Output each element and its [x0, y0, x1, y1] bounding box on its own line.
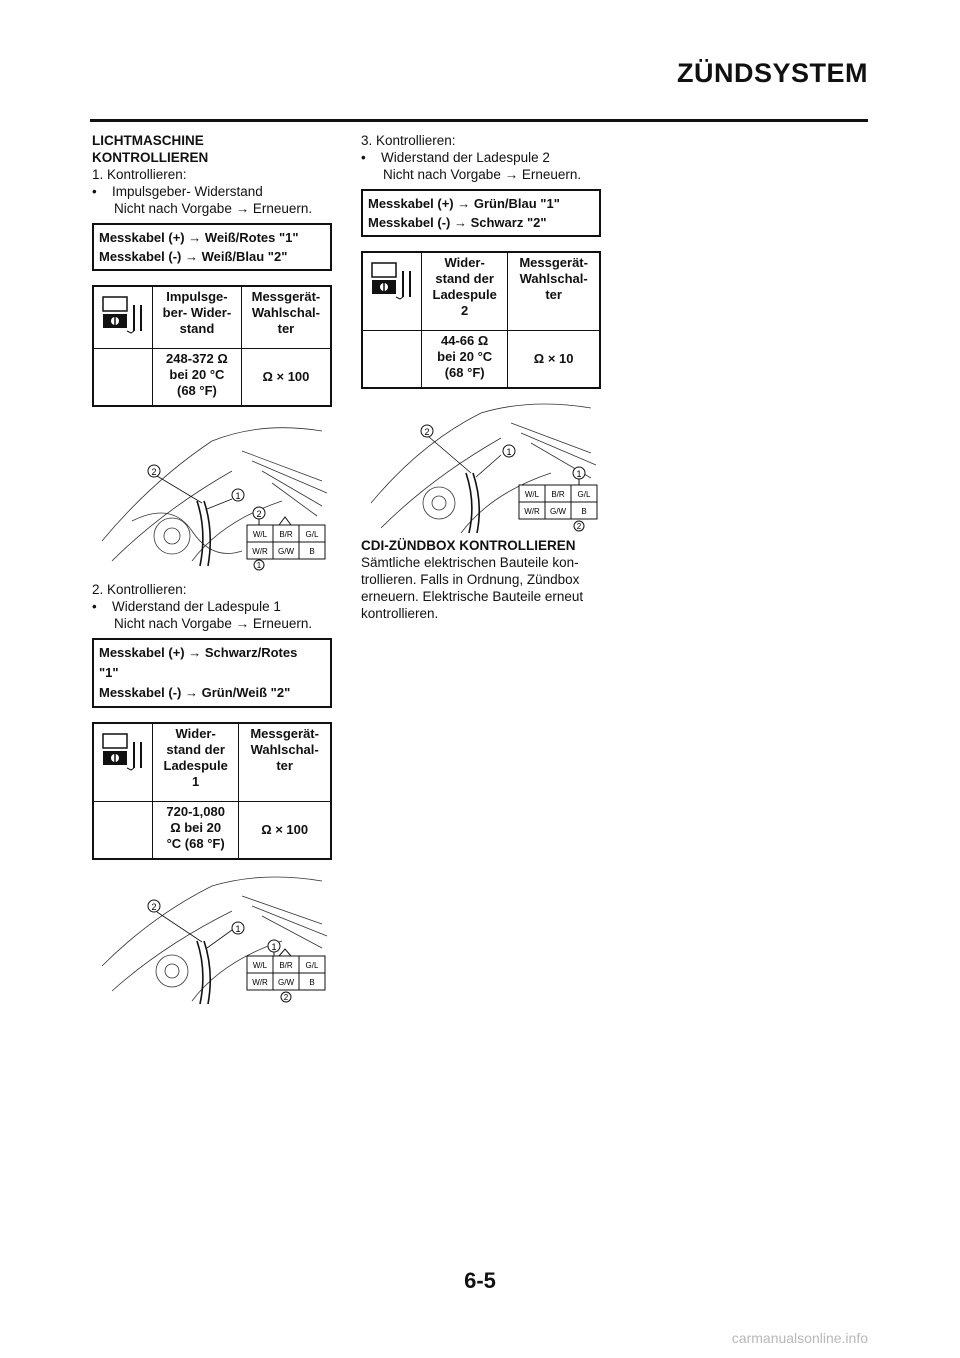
probe-plus-line: Messkabel (+) → Grün/Blau "1" — [368, 196, 560, 211]
callout-2: 2 — [151, 467, 157, 477]
multimeter-icon — [370, 261, 414, 301]
table-header-resistance: Wider- stand der Ladespule 2 — [422, 252, 508, 330]
cdi-section-title: CDI-ZÜNDBOX KONTROLLIEREN — [361, 538, 576, 553]
callout-2: 2 — [151, 902, 157, 912]
callout-1: 1 — [235, 491, 241, 501]
cdi-body-text: Sämtliche elektrischen Bauteile kon- trollieren. Falls in Ordnung, Zündbox erneuern. Elektrische Bauteile erneut kontrollieren. — [361, 555, 584, 621]
table-header-selector: Messgerät- Wahlschal- ter — [508, 252, 600, 330]
step-2-note: Nicht nach Vorgabe → Erneuern. — [114, 616, 313, 631]
probe-spec-box-2 — [92, 638, 332, 708]
table-header-selector: Messgerät- Wahlschal- ter — [241, 286, 331, 348]
header-rule — [90, 119, 868, 122]
multimeter-icon-cell — [93, 286, 153, 348]
multimeter-icon-cell — [93, 723, 153, 801]
step-2-label: 2. Kontrollieren: — [92, 582, 187, 597]
connector-pinout-1 — [247, 507, 325, 570]
svg-text:W/L: W/L — [252, 961, 268, 970]
probe-spec-box-1 — [92, 223, 332, 271]
connector-diagram-1 — [92, 421, 332, 571]
svg-text:B/R: B/R — [279, 530, 293, 539]
svg-text:B/R: B/R — [551, 490, 565, 499]
svg-text:G/L: G/L — [577, 490, 591, 499]
callout-1: 1 — [506, 447, 512, 457]
svg-text:2: 2 — [256, 509, 262, 519]
table-value-selector: Ω × 100 — [241, 348, 331, 406]
table-header-resistance: Wider- stand der Ladespule 1 — [153, 723, 239, 801]
connector-diagram-2 — [92, 876, 332, 1004]
svg-text:1: 1 — [256, 561, 262, 570]
multimeter-icon-cell — [362, 252, 422, 330]
connector-diagram-3 — [361, 403, 601, 533]
svg-text:W/R: W/R — [524, 507, 540, 516]
svg-text:1: 1 — [271, 942, 277, 952]
step-3-note: Nicht nach Vorgabe → Erneuern. — [383, 167, 582, 182]
table-value-resistance: 720-1,080 Ω bei 20 °C (68 °F) — [153, 801, 239, 859]
svg-text:G/L: G/L — [305, 530, 319, 539]
table-header-resistance: Impulsge- ber- Wider- stand — [153, 286, 242, 348]
resistance-table-1 — [92, 285, 332, 407]
step-1-label: 1. Kontrollieren: — [92, 167, 187, 182]
table-value-selector: Ω × 100 — [239, 801, 331, 859]
multimeter-icon — [101, 732, 145, 772]
page-number: 6-5 — [464, 1268, 496, 1293]
resistance-table-2 — [92, 722, 332, 860]
section-title-line-1: LICHTMASCHINE — [92, 133, 204, 148]
svg-text:1: 1 — [576, 469, 582, 479]
step-1-note: Nicht nach Vorgabe → Erneuern. — [114, 201, 313, 216]
section-title-line-2: KONTROLLIEREN — [92, 150, 209, 165]
connector-pinout-2 — [247, 940, 325, 1002]
probe-plus-line: Messkabel (+) → Weiß/Rotes "1" — [99, 230, 299, 245]
right-column — [361, 132, 601, 622]
table-empty-cell — [362, 330, 422, 388]
connector-pinout-3 — [519, 467, 597, 531]
table-empty-cell — [93, 801, 153, 859]
svg-text:G/L: G/L — [305, 961, 319, 970]
table-header-selector: Messgerät- Wahlschal- ter — [239, 723, 331, 801]
watermark: carmanualsonline.info — [731, 1330, 868, 1346]
multimeter-icon — [101, 295, 145, 335]
svg-text:G/W: G/W — [550, 507, 566, 516]
table-value-resistance: 248-372 Ω bei 20 °C (68 °F) — [153, 348, 242, 406]
svg-text:B: B — [581, 507, 587, 516]
svg-text:B/R: B/R — [279, 961, 293, 970]
table-value-resistance: 44-66 Ω bei 20 °C (68 °F) — [422, 330, 508, 388]
resistance-table-3 — [361, 251, 601, 389]
step-3-bullet: • Widerstand der Ladespule 2 — [361, 149, 601, 166]
svg-text:B: B — [309, 978, 315, 987]
svg-text:W/L: W/L — [252, 530, 268, 539]
probe-minus-line: Messkabel (-) → Weiß/Blau "2" — [99, 249, 288, 264]
svg-text:W/L: W/L — [524, 490, 540, 499]
svg-text:2: 2 — [576, 522, 582, 531]
probe-minus-line: Messkabel (-) → Schwarz "2" — [368, 215, 547, 230]
step-3-label: 3. Kontrollieren: — [361, 133, 456, 148]
probe-plus-line-cont: "1" — [99, 665, 119, 680]
table-value-selector: Ω × 10 — [508, 330, 600, 388]
page-header-title: ZÜNDSYSTEM — [676, 58, 868, 88]
table-empty-cell — [93, 348, 153, 406]
svg-text:B: B — [309, 547, 315, 556]
left-column — [92, 132, 332, 1004]
svg-text:W/R: W/R — [252, 547, 268, 556]
callout-2: 2 — [424, 427, 430, 437]
svg-text:2: 2 — [283, 993, 289, 1002]
svg-text:W/R: W/R — [252, 978, 268, 987]
probe-plus-line: Messkabel (+) → Schwarz/Rotes — [99, 645, 298, 660]
svg-text:G/W: G/W — [278, 978, 294, 987]
probe-spec-box-3 — [361, 189, 601, 237]
svg-text:G/W: G/W — [278, 547, 294, 556]
step-2-bullet: • Widerstand der Ladespule 1 — [92, 598, 332, 615]
step-1-bullet: • Impulsgeber- Widerstand — [92, 183, 332, 200]
callout-1: 1 — [235, 924, 241, 934]
probe-minus-line: Messkabel (-) → Grün/Weiß "2" — [99, 685, 291, 700]
